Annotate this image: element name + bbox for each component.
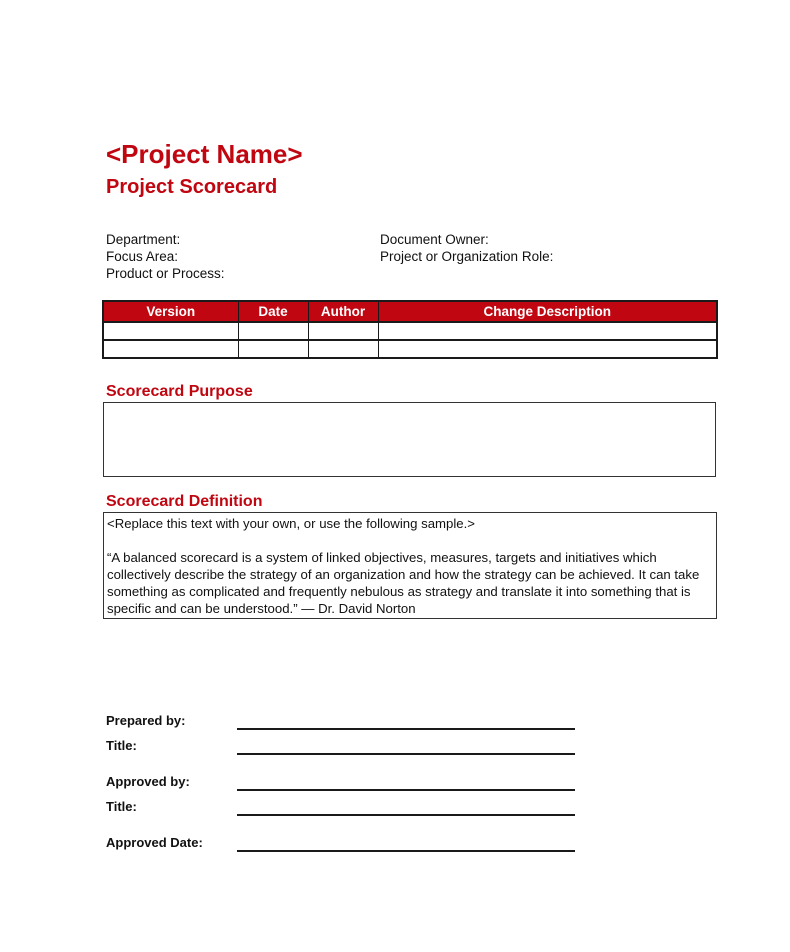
approved-title-line[interactable] [237,814,575,816]
definition-quote-text: “A balanced scorecard is a system of linked objectives, measures, targets and initiatives which collectively describe the strategy of an organization and how the strategy can be achieved. It can take something as complicated and frequently nebulous as strategy and translate it into something that is specific and can be understood.” — Dr. David Norton [107,550,700,616]
definition-textbox[interactable] [103,512,717,619]
approved-date-line[interactable] [237,850,575,852]
revision-history-table [102,300,718,359]
cell-author[interactable] [308,340,378,358]
cell-author[interactable] [308,322,378,340]
prepared-title-label: Title: [106,738,137,753]
cell-change-description[interactable] [378,340,717,358]
prepared-title-line[interactable] [237,753,575,755]
org-role-label: Project or Organization Role: [380,249,554,264]
table-row [103,340,717,358]
document-owner-label: Document Owner: [380,232,489,247]
col-header-author: Author [308,301,378,322]
approved-by-label: Approved by: [106,774,190,789]
col-header-version: Version [103,301,238,322]
cell-date[interactable] [238,340,308,358]
table-row [103,322,717,340]
cell-change-description[interactable] [378,322,717,340]
purpose-textbox[interactable] [103,402,716,477]
document-subtitle: Project Scorecard [106,176,278,198]
definition-heading: Scorecard Definition [106,493,263,510]
project-name-title: <Project Name> [106,139,303,169]
focus-area-label: Focus Area: [106,249,179,264]
cell-version[interactable] [103,340,238,358]
meta-right-fields [380,231,553,265]
col-header-change-description: Change Description [378,301,717,322]
prepared-by-line[interactable] [237,728,575,730]
prepared-by-label: Prepared by: [106,713,186,728]
purpose-heading: Scorecard Purpose [106,383,253,400]
table-header-row [103,301,717,322]
definition-intro-text: <Replace this text with your own, or use the following sample.> [107,516,475,531]
cell-date[interactable] [238,322,308,340]
department-label: Department: [106,232,181,247]
meta-left-fields [106,231,225,282]
col-header-date: Date [238,301,308,322]
approved-title-label: Title: [106,799,137,814]
approved-by-line[interactable] [237,789,575,791]
approved-date-label: Approved Date: [106,835,203,850]
product-process-label: Product or Process: [106,266,225,281]
cell-version[interactable] [103,322,238,340]
